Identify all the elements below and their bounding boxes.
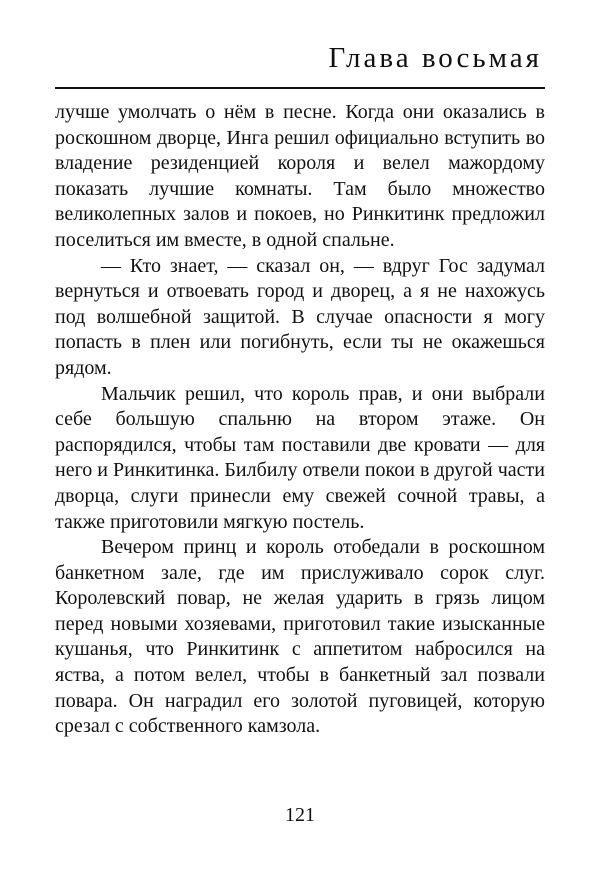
paragraph-2: — Кто знает, — сказал он, — вдруг Гос задумал вернуться и отвоевать город и дворец, а я не нахожусь под волшебной защитой. В случае опасности я могу попасть в плен или погибнуть, если ты не окажешься рядом.	[55, 254, 545, 379]
paragraph-4: Вечером принц и король отобедали в роскошном банкетном зале, где им прислуживало сорок слуг. Королевский повар, не желая ударить в грязь лицом перед новыми хозяевами, приготовил такие изысканные кушанья, что Ринкитинк с аппетитом набросился на яства, а потом велел, чтобы в банкетный зал позвали повара. Он наградил его золотой пуговицей, которую срезал с собственного камзола.	[55, 536, 545, 738]
paragraph-1: лучше умолчать о нём в песне. Когда они оказались в роскошном дворце, Инга решил официально вступить во владение резиденцией короля и велел мажордому показать лучшие комнаты. Там было множество великолепных залов и покоев, но Ринкитинк предложил поселиться им вместе, в одной спальне.	[55, 101, 545, 251]
header-rule	[55, 87, 545, 89]
paragraph-3: Мальчик решил, что король прав, и они выбрали себе большую спальню на втором этаже. Он распорядился, чтобы там поставили две кровати — для него и Ринкитинка. Билбилу отвели покои в другой части дворца, слуги принесли ему свежей сочной травы, а также приготовили мягкую постель.	[55, 382, 545, 533]
page-number: 121	[285, 804, 315, 826]
body-text	[55, 100, 545, 740]
chapter-title: Глава восьмая	[328, 42, 542, 74]
